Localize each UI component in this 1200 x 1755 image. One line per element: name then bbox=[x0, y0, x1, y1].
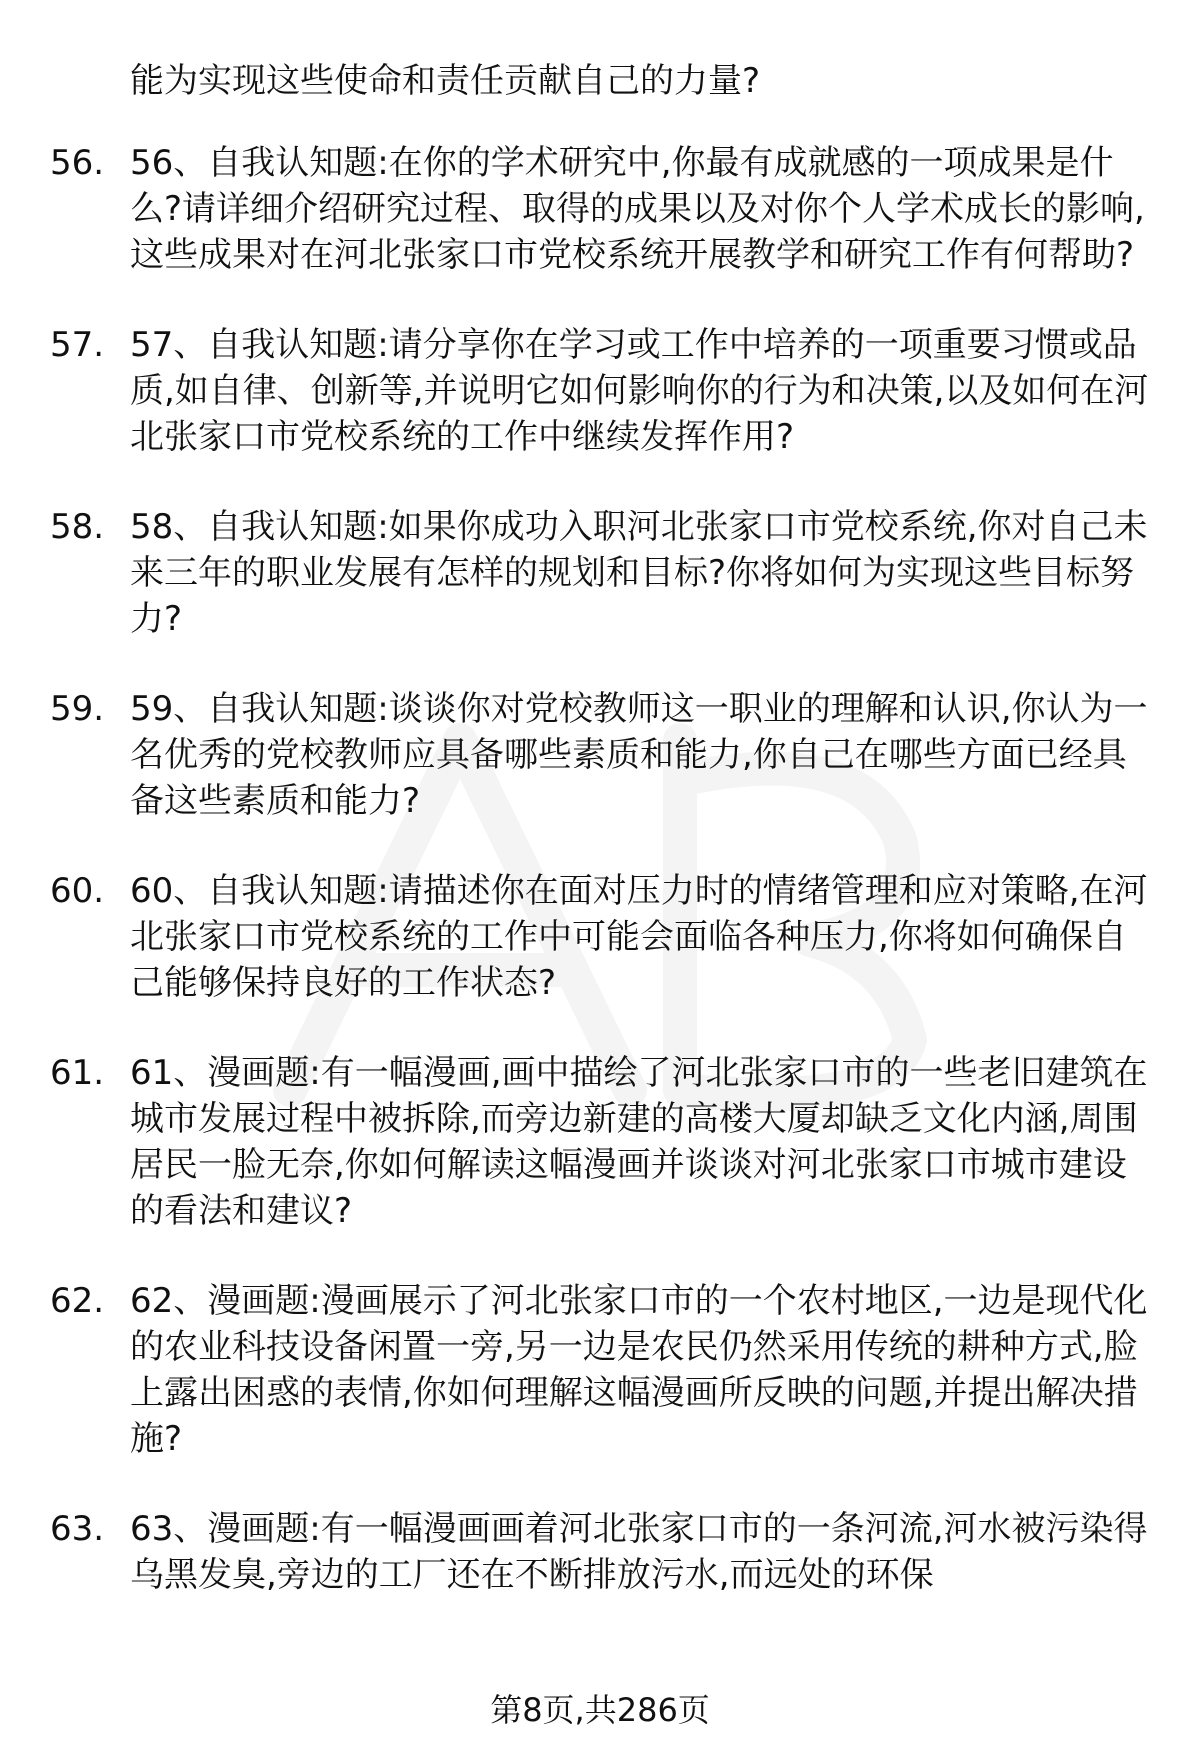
question-number: 59. bbox=[50, 689, 105, 729]
question-number: 58. bbox=[50, 507, 105, 547]
question-number: 61. bbox=[50, 1053, 105, 1093]
question-number: 56. bbox=[50, 143, 105, 183]
question-item bbox=[0, 1050, 1200, 1234]
question-item bbox=[0, 140, 1200, 278]
question-number: 63. bbox=[50, 1509, 105, 1549]
question-text: 58、自我认知题:如果你成功入职河北张家口市党校系统,你对自己未来三年的职业发展有怎样的规划和目标?你将如何为实现这些目标努力? bbox=[130, 507, 1148, 639]
continued-question-text: 能为实现这些使命和责任贡献自己的力量? bbox=[130, 61, 761, 101]
question-number: 60. bbox=[50, 871, 105, 911]
question-text: 57、自我认知题:请分享你在学习或工作中培养的一项重要习惯或品质,如自律、创新等,并说明它如何影响你的行为和决策,以及如何在河北张家口市党校系统的工作中继续发挥作用? bbox=[130, 325, 1149, 457]
question-text: 56、自我认知题:在你的学术研究中,你最有成就感的一项成果是什么?请详细介绍研究过程、取得的成果以及对你个人学术成长的影响,这些成果对在河北张家口市党校系统开展教学和研究工作有何帮助? bbox=[130, 143, 1145, 275]
question-item bbox=[0, 322, 1200, 460]
question-text: 60、自我认知题:请描述你在面对压力时的情绪管理和应对策略,在河北张家口市党校系统的工作中可能会面临各种压力,你将如何确保自己能够保持良好的工作状态? bbox=[130, 871, 1148, 1003]
question-number: 57. bbox=[50, 325, 105, 365]
question-list bbox=[0, 140, 1200, 1642]
question-item bbox=[0, 686, 1200, 824]
question-text: 63、漫画题:有一幅漫画画着河北张家口市的一条河流,河水被污染得乌黑发臭,旁边的工厂还在不断排放污水,而远处的环保 bbox=[130, 1509, 1148, 1595]
question-text: 62、漫画题:漫画展示了河北张家口市的一个农村地区,一边是现代化的农业科技设备闲置一旁,另一边是农民仍然采用传统的耕种方式,脸上露出困惑的表情,你如何理解这幅漫画所反映的问题,并提出解决措施? bbox=[130, 1281, 1148, 1459]
question-text: 61、漫画题:有一幅漫画,画中描绘了河北张家口市的一些老旧建筑在城市发展过程中被拆除,而旁边新建的高楼大厦却缺乏文化内涵,周围居民一脸无奈,你如何解读这幅漫画并谈谈对河北张家口市城市建设的看法和建议? bbox=[130, 1053, 1148, 1231]
question-item bbox=[0, 1506, 1200, 1598]
question-item bbox=[0, 1278, 1200, 1462]
question-item bbox=[0, 868, 1200, 1006]
question-text: 59、自我认知题:谈谈你对党校教师这一职业的理解和认识,你认为一名优秀的党校教师应具备哪些素质和能力,你自己在哪些方面已经具备这些素质和能力? bbox=[130, 689, 1148, 821]
page-footer: 第8页,共286页 bbox=[490, 1691, 710, 1729]
question-item bbox=[0, 504, 1200, 642]
question-number: 62. bbox=[50, 1281, 105, 1321]
